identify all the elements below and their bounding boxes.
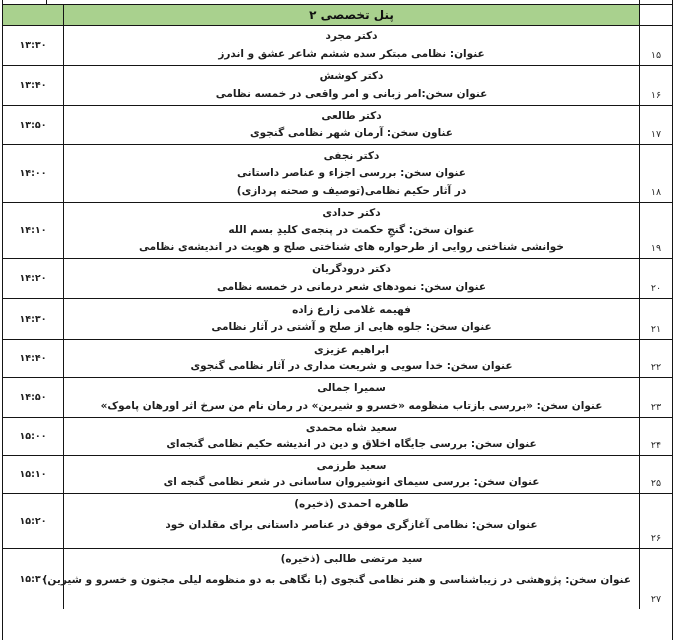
- session-cell: [64, 203, 639, 258]
- talk-title-line: عنوان سخن: بررسی جایگاه اخلاق و دین در اندیشه حکیم نظامی گنجه‌ای: [166, 438, 537, 451]
- session-cell: [64, 340, 639, 377]
- session-cell: [64, 259, 639, 298]
- session-cell: [64, 66, 639, 105]
- speaker-name: سعید شاه محمدی: [305, 421, 398, 434]
- speaker-name: سمیرا جمالی: [317, 382, 386, 395]
- speaker-name: دکتر نجفی: [323, 149, 380, 162]
- time-cell: ۱۴:۴۰: [3, 340, 64, 377]
- speaker-name: فهیمه غلامی زارع زاده: [292, 303, 411, 316]
- talk-title-line: عنوان سخن:امر زبانی و امر واقعی در خمسه نظامی: [215, 87, 488, 100]
- time-cell: ۱۴:۱۰: [3, 203, 64, 258]
- row-number-cell: ۱۸: [639, 145, 672, 202]
- speaker-name: دکتر مجرد: [325, 30, 378, 43]
- talk-title-line: عنوان: نظامی مبتکر سده ششم شاعر عشق و اندرز: [218, 47, 485, 60]
- row-number-cell: ۲۳: [639, 378, 672, 417]
- talk-title-line: عنوان سخن: «بررسی بازتاب منظومه «خسرو و شیرین» در رمان نام من سرخ اثر اورهان پاموک»: [100, 399, 603, 412]
- table-row: [3, 417, 672, 455]
- table-row: [3, 377, 672, 417]
- grid-line: [46, 0, 47, 4]
- time-cell: ۱۴:۰۰: [3, 145, 64, 202]
- header-time-cell: [3, 5, 64, 25]
- talk-title-line: در آثار حکیم نظامی(توصیف و صحنه پردازی): [236, 184, 467, 197]
- time-cell: ۱۳:۴۰: [3, 66, 64, 105]
- table-row: [3, 144, 672, 202]
- session-cell: [64, 26, 639, 65]
- speaker-name: دکتر حدادی: [322, 207, 381, 219]
- speaker-name: دکتر کوشش: [319, 70, 384, 83]
- table-row: [3, 65, 672, 105]
- panel-header-row: [3, 4, 672, 25]
- table-body: [3, 25, 672, 609]
- table-row: [3, 298, 672, 339]
- time-cell: ۱۵:۳۰: [3, 549, 64, 609]
- speaker-name: سعید طرزمی: [316, 459, 387, 472]
- time-cell: ۱۴:۵۰: [3, 378, 64, 417]
- row-number-cell: ۱۵: [639, 26, 672, 65]
- table-row: [3, 493, 672, 548]
- session-cell: [64, 418, 639, 455]
- speaker-name: دکتر طالعی: [321, 110, 382, 122]
- panel-title: پنل تخصصی ۲: [309, 7, 394, 22]
- time-cell: ۱۴:۳۰: [3, 299, 64, 339]
- talk-title-line: عنوان سخن: بررسی اجزاء و عناصر داستانی: [237, 167, 466, 179]
- cutoff-row-above: [3, 0, 672, 4]
- time-cell: ۱۳:۵۰: [3, 106, 64, 144]
- session-cell: [64, 106, 639, 144]
- talk-title-line: خوانشی شناختی روایی از طرحواره های شناختی صلح و هویت در اندیشه‌ی نظامی: [139, 241, 564, 253]
- row-number-cell: ۲۶: [639, 494, 672, 548]
- time-cell: ۱۵:۱۰: [3, 456, 64, 493]
- talk-title-line: عنوان سخن: گنجِ حکمت در پنجه‌ی کلیدِ بسم الله: [228, 224, 475, 236]
- row-number-cell: ۲۵: [639, 456, 672, 493]
- grid-line: [639, 0, 640, 4]
- session-cell: [64, 494, 639, 548]
- row-number-cell: ۱۹: [639, 203, 672, 258]
- talk-title-line: عناون سخن: آرمان شهر نظامی گنجوی: [250, 127, 453, 139]
- table-row: [3, 339, 672, 377]
- row-number-cell: ۲۴: [639, 418, 672, 455]
- row-number-cell: ۲۷: [639, 549, 672, 609]
- row-number-cell: ۲۱: [639, 299, 672, 339]
- time-cell: ۱۳:۳۰: [3, 26, 64, 65]
- session-cell: [64, 378, 639, 417]
- session-cell: [64, 299, 639, 339]
- speaker-name: سید مرتضی طالبی (ذخیره): [280, 553, 423, 565]
- time-cell: ۱۴:۲۰: [3, 259, 64, 298]
- row-number-cell: ۲۲: [639, 340, 672, 377]
- table-row: [3, 202, 672, 258]
- talk-title-line: عنوان سخن: خدا سویی و شریعت مداری در آثار نظامی گنجوی: [190, 360, 513, 373]
- row-number-cell: ۲۰: [639, 259, 672, 298]
- row-number-cell: ۱۷: [639, 106, 672, 144]
- talk-title-line: عنوان سخن: نمودهای شعر درمانی در خمسه نظامی: [216, 280, 487, 293]
- talk-title-line: عنوان سخن: نظامی آغازگری موفق در عناصر داستانی برای مقلدان خود: [165, 519, 538, 531]
- table-row: [3, 548, 672, 609]
- table-row: [3, 258, 672, 298]
- table-row: [3, 105, 672, 144]
- session-cell: [64, 456, 639, 493]
- talk-title-line: عنوان سخن: بررسی سیمای انوشیروان ساسانی در شعر نظامی گنجه ای: [163, 476, 540, 489]
- talk-title-line: عنوان سخن: جلوه هایی از صلح و آشتی در آثار نظامی: [211, 321, 492, 334]
- session-cell: [64, 145, 639, 202]
- header-number-cell: [639, 5, 672, 25]
- schedule-table: [2, 0, 673, 640]
- talk-title-line: عنوان سخن: پژوهشی در زیباشناسی و هنر نظامی گنجوی (با نگاهی به دو منظومه لیلی مجنون و خسرو و شیرین): [42, 574, 631, 586]
- table-row: [3, 455, 672, 493]
- session-cell: [42, 549, 639, 609]
- speaker-name: دکتر درودگریان: [312, 263, 391, 276]
- row-number-cell: ۱۶: [639, 66, 672, 105]
- table-row: [3, 25, 672, 65]
- speaker-name: ابراهیم عزیزی: [314, 343, 389, 356]
- time-cell: ۱۵:۲۰: [3, 494, 64, 548]
- time-cell: ۱۵:۰۰: [3, 418, 64, 455]
- speaker-name: طاهره احمدی (ذخیره): [294, 498, 409, 510]
- header-title-cell: [64, 5, 639, 25]
